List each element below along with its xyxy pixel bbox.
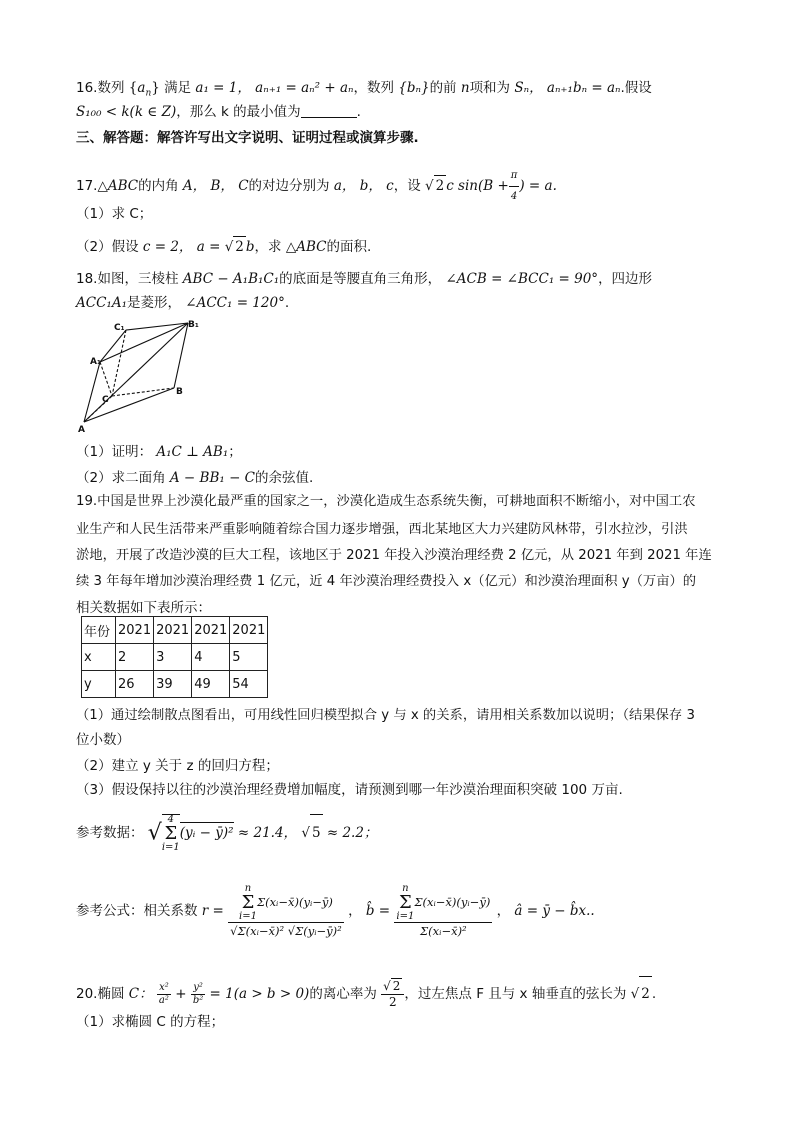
q18-line2 [76,293,289,313]
answer-blank[interactable] [301,103,357,118]
q17-text: ，求 [254,239,282,255]
q18-prism: ABC − A₁B₁C₁ [182,271,280,287]
q16-line1 [76,78,652,104]
q16-text: 的前 [429,80,457,96]
table-cell: 26 [116,671,154,698]
q18-text: 是菱形， [126,295,181,311]
q18-prefix: 18.如图，三棱柱 [76,271,179,287]
q16-line2 [76,102,361,122]
label-B: B [176,387,183,397]
data-table [81,616,268,698]
table-cell: 2021 [230,617,268,644]
q18-text: 的底面是等腰直角三角形， [279,271,442,287]
q19-line2: 业生产和人民生活带来严重影响随着综合国力逐步增强，西北某地区大力兴建防风林带，引水拉沙，引洪 [76,522,688,537]
table-cell: 49 [192,671,230,698]
edge-A1-C [100,362,112,396]
table-row [82,644,268,671]
q17-p2-a: a = √ 2 b [197,239,255,255]
q17-text: （2）假设 [76,239,139,255]
q17-p2-tri: △ABC [285,239,327,255]
q17-b: b， [359,178,382,194]
q19-part1-line2: 位小数） [76,732,130,748]
q20-text: ，过左焦点 F 且与 x 轴垂直的弦长为 [404,986,627,1002]
table-cell: y [82,671,116,698]
q18-text: （2）求二面角 [76,470,166,486]
q20-prefix: 20.椭圆 [76,986,125,1002]
q17-prefix: 17. [76,178,98,194]
edge-A-B [84,388,174,422]
comma: ， [348,903,362,919]
q19-line5: 相关数据如下表所示： [76,600,211,616]
q19-part1-line1: （1）通过绘制散点图看出，可用线性回归模型拟合 y 与 x 的关系，请用相关系数加以说明；（结果保存 3 [76,708,695,723]
q19-part2: （2）建立 y 关于 z 的回归方程； [76,758,279,774]
q20-ecc-frac: $\frac{√ 2}{2}$ [381,978,404,1010]
q16-text: ，那么 k 的最小值为 [176,104,301,120]
q18-part1 [76,442,242,462]
edge-C1-C [112,330,126,396]
r-fraction: n Σ i=1 Σ(xᵢ−x̄)(yᵢ−ȳ) √Σ(xᵢ−x̄)² √Σ(yᵢ−ȳ)² [230,882,342,938]
table-cell: 3 [154,644,192,671]
q17-B: B， [210,178,234,194]
section-heading: 三、解答题：解答许写出文字说明、证明过程或演算步骤. [76,130,419,146]
q17-A: A， [182,178,207,194]
table-row [82,617,268,644]
q16-s100: S₁₀₀ < k(k ∈ Z) [76,104,177,120]
q16-sn: Sₙ， [514,80,543,96]
q17-line1 [76,166,557,207]
label-A1: A₁ [90,357,101,367]
ref-formula-label: 参考公式：相关系数 [76,903,198,919]
q16-text: ，数列 [353,80,394,96]
q19-part3: （3）假设保持以往的沙漠治理经费增加幅度，请预测到哪一年沙漠治理面积突破 100 万亩. [76,782,623,798]
q19-ref-data [76,814,377,853]
q17-text: 的内角 [138,178,179,194]
prism-figure [76,318,206,436]
q18-angles: ∠ACB = ∠BCC₁ = 90° [445,271,599,287]
q18-text: . [284,295,290,311]
table-cell: 年份 [82,617,116,644]
q17-triangle: △ABC [97,178,139,194]
q20-x-frac: $\frac{\text{x²}}{\text{a²}}$ [158,981,169,1006]
b-eq: b̂ = [365,903,391,919]
table-cell: 54 [230,671,268,698]
comma: ， [496,903,511,919]
label-A: A [78,425,85,435]
b-fraction: n Σ i=1 Σ(xᵢ−x̄)(yᵢ−ȳ) Σ(xᵢ−x̄)² [396,882,491,938]
table-cell: x [82,644,116,671]
label-C: C [102,395,109,405]
q17-a: a， [333,178,356,194]
q17-equation: √ 2 c sin(B + $\frac{\pi}{4}$ ) = a. [425,178,557,194]
table-cell: 4 [192,644,230,671]
q17-part1: （1）求 C； [76,206,153,222]
q16-text: . [356,104,361,120]
q16-cond3: aₙ₊₁bₙ = aₙ [546,80,621,96]
table-cell: 39 [154,671,192,698]
q18-text: （1）证明： [76,444,153,460]
q20-line1 [76,976,656,1011]
table-cell: 2 [116,644,154,671]
q18-quad: ACC₁A₁ [76,295,127,311]
q18-p1-math: A₁C ⊥ AB₁ [156,444,229,460]
edge-C1-B1 [126,323,188,330]
q20-chord: √ 2 [631,986,652,1002]
q17-text: 的对边分别为 [248,178,330,194]
q16-seq-b: {bₙ} [398,80,430,96]
q16-text: 项和为 [469,80,511,96]
q19-ref-formula [76,876,595,946]
table-cell: 2021 [192,617,230,644]
q18-line1 [76,269,652,289]
q17-c: c [386,178,394,194]
q19-line3: 淤地，开展了改造沙漠的巨大工程，该地区于 2021 年投入沙漠治理经费 2 亿元，从 2021 年到 2021 年连 [76,548,712,563]
r-eq: r = [201,903,224,919]
q17-part2 [76,236,371,257]
q16-seq-a: $\{a_n\}$ [128,80,160,99]
q17-p2-c: c = 2， [142,239,193,255]
q18-part2 [76,468,313,488]
q20-part1: （1）求椭圆 C 的方程； [76,1014,225,1030]
q20-eq-rest: = 1(a > b > 0) [209,986,310,1002]
edge-B1-B [174,323,188,388]
ref-data-label: 参考数据： [76,825,144,841]
table-row [82,671,268,698]
q18-text: ，四边形 [598,271,653,287]
q16-cond2: aₙ₊₁ = aₙ² + aₙ [255,80,354,96]
q17-C: C [238,178,249,194]
q16-text: .假设 [620,80,652,96]
q18-angle2: ∠ACC₁ = 120° [185,295,285,311]
label-C1: C₁ [114,323,125,333]
q20-text: 的离心率为 [309,986,377,1002]
q17-text: 的面积. [326,239,372,255]
q16-text: 满足 [164,80,192,96]
q16-n: n [460,80,470,96]
q16-prefix: 16.数列 [76,80,125,96]
q19-line1: 19.中国是世界上沙漠化最严重的国家之一，沙漠化造成生态系统失衡，可耕地面积不断缩小，对中国工农 [76,494,696,509]
table-cell: 5 [230,644,268,671]
q19-line4: 续 3 年每年增加沙漠治理经费 1 亿元，近 4 年沙漠治理经费投入 x（亿元）和沙漠治理面积 y（万亩）的 [76,574,697,589]
table-cell: 2021 [154,617,192,644]
q20-C: C： [128,986,153,1002]
q20-y-frac: $\frac{\text{y²}}{\text{b²}}$ [192,981,204,1006]
q17-text: ，设 [393,178,421,194]
a-eq: â = ȳ − b̂x.. [514,903,595,919]
label-B1: B₁ [188,320,199,330]
q16-cond1: a₁ = 1， [195,80,251,96]
q18-text: ； [228,444,242,460]
q18-p2-math: A − BB₁ − C [169,470,256,486]
edge-A1-A [84,362,100,422]
ref-data-formula: √ 4 Σ i=1 (yᵢ − ȳ)² ≈ 21.4， √ 5 ≈ 2.2； [147,814,378,853]
q20-plus: + [175,986,187,1002]
table-cell: 2021 [116,617,154,644]
q20-text: . [651,986,657,1002]
q18-text: 的余弦值. [255,470,314,486]
